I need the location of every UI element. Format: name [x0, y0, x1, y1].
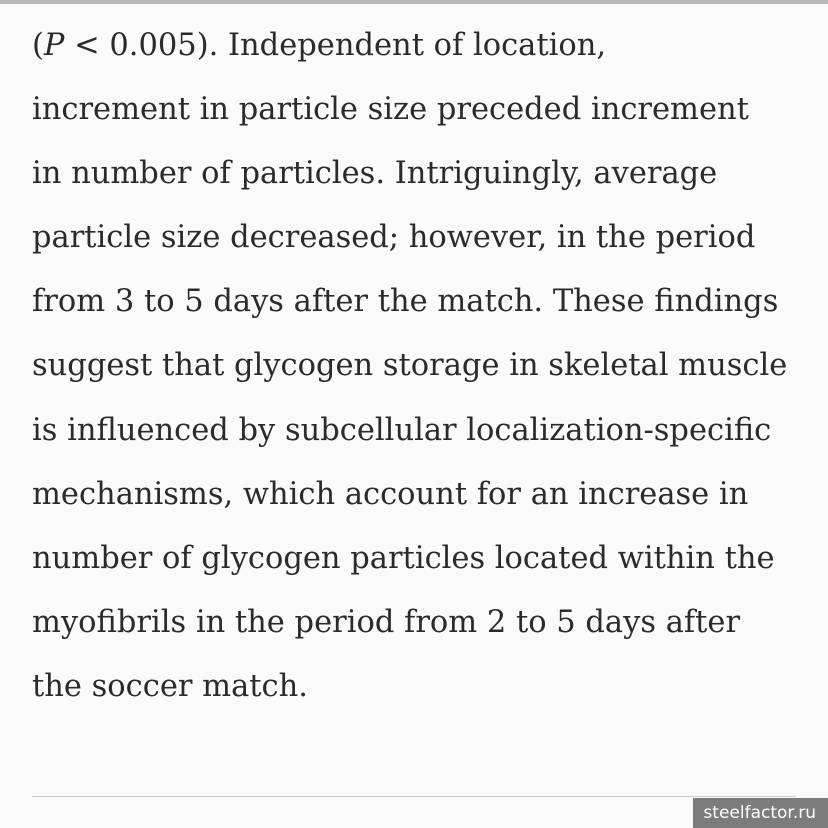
paragraph-line-8: mechanisms, which account for an increase in — [32, 476, 749, 512]
paragraph-line-10: myofibrils in the period from 2 to 5 days after — [32, 604, 741, 640]
top-divider — [0, 0, 828, 4]
paragraph-line-9: number of glycogen particles located within the — [32, 540, 775, 576]
paragraph-line-1-rest: < 0.005). Independent of location, — [64, 28, 607, 63]
p-value-symbol: P — [43, 28, 65, 63]
paragraph-line-5: from 3 to 5 days after the match. These findings — [32, 284, 779, 320]
bottom-divider — [32, 796, 796, 797]
paragraph-line-3: in number of particles. Intriguingly, average — [32, 156, 718, 192]
paragraph-line-2: increment in particle size preceded increment — [32, 92, 749, 128]
watermark-label: steelfactor.ru — [693, 798, 828, 828]
paragraph-line-4: particle size decreased; however, in the period — [32, 220, 756, 256]
paragraph-line-6: suggest that glycogen storage in skeletal muscle — [32, 348, 788, 384]
paragraph-line-1 — [32, 14, 822, 78]
paragraph-line-11: the soccer match. — [32, 668, 308, 704]
paragraph-line-7: is influenced by subcellular localization-specific — [32, 412, 772, 448]
open-paren: ( — [32, 28, 44, 63]
article-paragraph — [32, 14, 822, 719]
